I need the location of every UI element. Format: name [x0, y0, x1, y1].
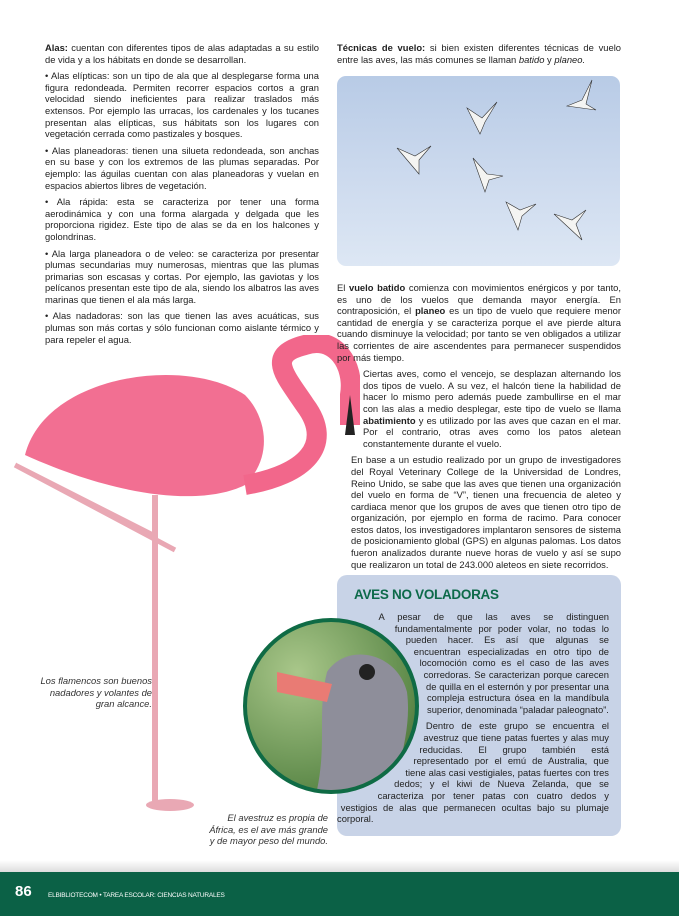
right-column-body — [337, 282, 621, 575]
left-column — [45, 42, 319, 350]
ostrich-illustration — [247, 622, 415, 790]
flying-birds-photo — [337, 76, 620, 266]
wings-intro: Alas: cuentan con diferentes tipos de alas adaptadas a su estilo de vida y a los hábitats en donde se desarrollan. — [45, 42, 319, 65]
bullet-soaring: • Ala larga planeadora o de veleo: se caracteriza por presentar plumas secundarias muy numerosas, mientras que las plumas primarias son escasas y cortas. Por ejemplo, las gaviotas y los pelícanos presentan este tipo de ala, siendo los albatros las aves marinas que tienen el ala más larga. — [45, 247, 319, 305]
box-paragraph-2: Dentro de este grupo se encuentra el avestruz que tiene patas fuertes y alas muy reducidas. El grupo también está representado por el emú de Australia, que tiene alas casi vestigiales, patas fuertes con tres dedos; y el kiwi de Nueva Zelanda, que se caracteriza por tener patas con cuatro dedos y vestigios de alas que permanecen ocultas bajo su plumaje corporal. — [337, 720, 609, 825]
footer-text: ELBIBLIOTECOM • TAREA ESCOLAR: CIENCIAS NATURALES — [48, 892, 225, 899]
ostrich-photo — [243, 618, 419, 794]
box-title: AVES NO VOLADORAS — [354, 587, 499, 602]
study-paragraph: En base a un estudio realizado por un grupo de investigadores del Royal Veterinary College de la Universidad de Londres, Reino Unido, se sabe que las aves que tienen una organización del vuelo en forma de “V”, tienen una frecuencia de aleteo y cardiaca menor que los grupos de aves que tienen otro tipo de organización, por ejemplo en forma de racimo. Para conocer estos datos, los investigadores implantaron sensores de sistema de posicionamiento global (GPS) en algunas palomas. Los datos fueron analizados durante nueve horas de vuelo y así se supo que realizaron un total de 243.000 aleteos en siete recorridos. — [351, 454, 621, 570]
flight-techniques-intro: Técnicas de vuelo: si bien existen diferentes técnicas de vuelo entre las aves, las más comunes se llaman batido y planeo. — [337, 42, 621, 65]
flight-types-paragraph: El vuelo batido comienza con movimientos enérgicos y por tanto, es uno de los vuelos que demanda mayor energía. En contraposición, el planeo es un tipo de vuelo que requiere menor cantidad de energía y se caracteriza porque el ave pierde altura cuando disminuye la velocidad; por tanto se ven obligados a utilizar las corrientes de aire ascendentes para permanecer suspendidos por más tiempo. — [337, 282, 621, 363]
bullet-swimming: • Alas nadadoras: son las que tienen las aves acuáticas, sus plumas son más cortas y sólo funcionan como aislante térmico y para repeler el agua. — [45, 310, 319, 345]
dive-paragraph: Ciertas aves, como el vencejo, se desplazan alternando los dos tipos de vuelo. A su vez, el halcón tiene la habilidad de hacer lo mismo pero además puede zambullirse en el mar con las alas a medio desplegar, este tipo de vuelo se llama abatimiento y es utilizado por las aves que cazan en el mar. Por el contrario, otras aves como los patos aletean constantemente durante el vuelo. — [363, 368, 621, 449]
flamingo-caption: Los flamencos son buenos nadadores y volantes de gran alcance. — [40, 675, 152, 710]
geese-illustration — [337, 76, 620, 266]
bullet-gliding: • Alas planeadoras: tienen una silueta redondeada, son anchas en su base y con los extremos de las plumas separadas. Por ejemplo: las águilas cuentan con alas planeadoras y vuelan en espacios abiertos libres de vegetación. — [45, 144, 319, 191]
page-footer — [0, 872, 679, 916]
page-number: 86 — [15, 883, 32, 900]
bullet-elliptic: • Alas elípticas: son un tipo de ala que al desplegarse forma una figura redondeada. Permiten recorrer espacios cortos a gran velocidad siendo ineficientes para realizar traslados más extensos. Por ejemplo las urracas, los cardenales y los tucanes presentan alas elípticas, sus hábitats son los lugares con vegetación cerrada como pastizales y bosques. — [45, 70, 319, 140]
ostrich-caption: El avestruz es propia de África, es el ave más grande y de mayor peso del mundo. — [209, 812, 328, 847]
box-paragraph-1: A pesar de que las aves se distinguen fundamentalmente por poder volar, no todas lo pueden hacer. Es así que algunas se encuentran especializadas en otro tipo de locomoción como es el caso de las aves corredoras. Se caracterizan porque carecen de quilla en el esternón y por presentar una compleja estructura ósea en la mandíbula superior, denominada “paladar paleognato”. — [378, 611, 609, 715]
bullet-fast: • Ala rápida: esta se caracteriza por tener una forma aerodinámica y con una forma alargada y delgada que les proporciona rigidez. Este tipo de alas se da en los halcones y golondrinas. — [45, 196, 319, 242]
